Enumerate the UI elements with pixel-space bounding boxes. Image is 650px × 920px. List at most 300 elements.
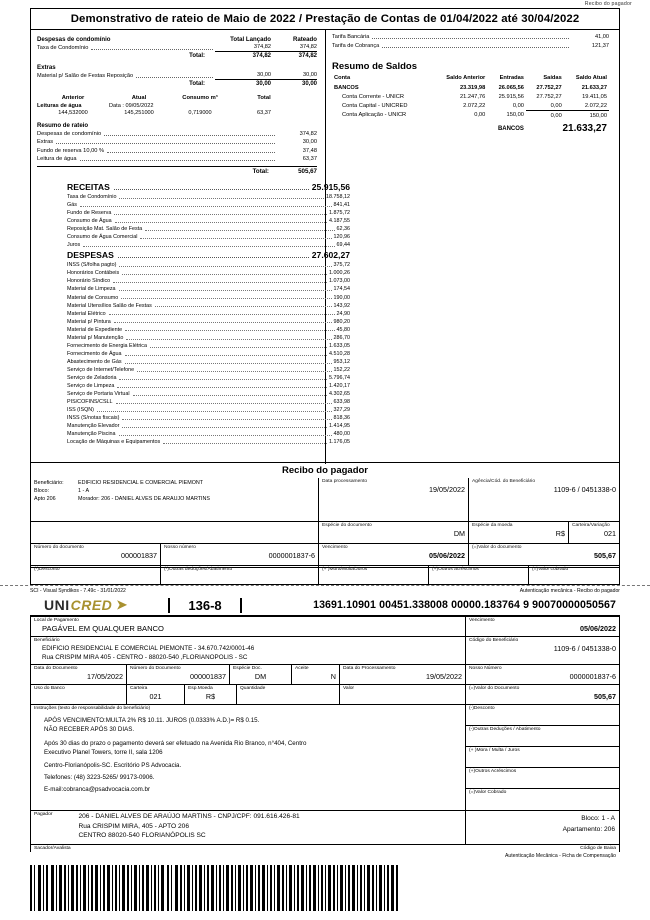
outros-acrescimos-cell: [429, 566, 529, 584]
col-rateado: Rateado: [292, 36, 317, 43]
col-total-lancado: Total Lançado: [230, 36, 271, 43]
cell-saldo-atual: 21.633,27: [581, 84, 607, 91]
resumo-rateio-header: Resumo de rateio: [37, 122, 89, 129]
saldos-final-label: BANCOS: [497, 125, 524, 132]
item-label: INSS (S/folha pagto): [67, 262, 117, 269]
local-pagamento-label: Local de Pagamento: [34, 618, 79, 623]
boleto-mora-cell: [466, 747, 619, 768]
instrucoes-label: Instruções (texto de responsabilidade do beneficiário): [34, 706, 151, 711]
cell-saldo-atual: 150,00: [564, 111, 609, 121]
boleto-row-uso-banco: [31, 685, 619, 705]
list-item: [67, 342, 350, 350]
item-label: Serviço de Internet/Telefone: [67, 366, 135, 373]
item-value: 41,00: [595, 34, 609, 40]
col-atual: Atual: [131, 95, 147, 101]
codigo-baixa-label: Código de Baixa: [580, 846, 616, 852]
cell-saidas: 27.752,27: [536, 84, 562, 91]
boleto-row-beneficiario: [31, 637, 619, 665]
resumo-saldos-table: [332, 75, 609, 136]
nosso-numero-label: Nosso número: [164, 545, 196, 550]
dot-leader: [126, 339, 331, 340]
list-item: [332, 33, 609, 42]
item-label: Extras: [37, 139, 54, 146]
outros-acrescimos-label: (+)Outros acréscimos: [432, 567, 479, 572]
bloco-value: 1 - A: [78, 488, 90, 494]
instrucao-line: Executivo Planel Towers, torre II, sala 1206: [44, 749, 163, 757]
dot-leader: [155, 306, 332, 307]
dot-leader: [372, 38, 569, 39]
item-value: 953,12: [333, 358, 350, 365]
dot-leader: [114, 214, 327, 215]
dot-leader: [150, 347, 327, 348]
boleto-outras-deducoes-cell: [466, 726, 619, 747]
codigo-beneficiario-cell: [466, 637, 619, 665]
item-label: Material de Limpeza: [67, 286, 116, 293]
item-value: 286,70: [333, 334, 350, 341]
bloco-row: [34, 487, 315, 495]
uso-banco-cell: [31, 685, 127, 705]
valor-cobrado-label: (=)Valor Cobrado: [469, 790, 507, 795]
extras-header: Extras: [37, 64, 56, 71]
dot-leader: [116, 403, 332, 404]
list-item: [67, 438, 350, 446]
local-pagamento-cell: [31, 617, 466, 637]
list-item: [67, 217, 350, 225]
item-value: 1.633,05: [329, 342, 350, 349]
list-item: [67, 430, 350, 438]
beneficiario-name-row: [34, 479, 315, 487]
dot-leader: [119, 266, 331, 267]
pagador-label: Pagador: [34, 812, 53, 817]
dot-leader: [80, 160, 275, 161]
mora-multa-juros-cell: [319, 566, 429, 584]
vencimento-cell: [319, 544, 469, 566]
table-header-row: [332, 75, 609, 83]
dot-leader: [56, 143, 275, 144]
total-rateado-value: 374,82: [298, 53, 317, 59]
item-total-lancado: 374,82: [215, 43, 271, 52]
list-item: [67, 334, 350, 342]
especie-doc-cell: [230, 665, 292, 685]
logo-cred-text: CRED: [70, 597, 113, 613]
dot-leader: [115, 222, 327, 223]
item-label: Serviço de Limpeza: [67, 383, 115, 390]
list-item: [67, 390, 350, 398]
agencia-codigo-value: 1109-6 / 0451338-0: [553, 485, 616, 494]
nosso-numero-value: 0000001837-6: [268, 551, 315, 560]
sacador-avalista-label: Sacador/Avalista: [34, 846, 71, 852]
valor-label: Valor: [343, 686, 355, 691]
item-label: Honorários Contábeis: [67, 270, 120, 277]
dot-leader: [122, 274, 327, 275]
item-label: Taxa de Condomínio: [67, 194, 117, 200]
boleto-sacador-row: [31, 845, 619, 852]
instrucao-line: NÃO RECEBER APÓS 30 DIAS.: [44, 726, 135, 734]
water-total: 63,37: [257, 110, 271, 116]
outras-deducoes-cell: [161, 566, 319, 584]
despesas-condominio-title: Despesas de condomínio: [37, 36, 111, 43]
cut-line-divider: [0, 585, 650, 586]
item-value: 1.414,95: [329, 423, 350, 430]
data-documento-value: 17/05/2022: [87, 672, 123, 681]
item-label: PIS/COFINS/CSLL: [67, 399, 113, 406]
water-reading-header: [37, 95, 317, 101]
boleto-row-local-pagamento: [31, 617, 619, 637]
cell-saldo-atual: 19.411,05: [582, 93, 607, 100]
list-item: [67, 201, 350, 209]
desconto-label: (-)Desconto: [34, 567, 60, 572]
item-value: 63,37: [302, 156, 317, 163]
dot-leader: [145, 230, 334, 231]
col-saidas: Saídas: [543, 75, 562, 81]
agencia-codigo-label: Agência/Cód. do Beneficiário: [472, 479, 536, 484]
mora-multa-juros-label: (+ )Mora/Multa/Juros: [322, 567, 368, 572]
valor-documento-label: (=)Valor do Documento: [469, 686, 520, 691]
col-saldo-anterior: Saldo Anterior: [446, 75, 486, 81]
beneficiario-label: Beneficiário: [34, 638, 60, 643]
pagador-address: [78, 812, 299, 841]
especie-moeda-label: Esp.Moeda: [188, 686, 213, 691]
dot-leader: [140, 238, 331, 239]
total-label: Total:: [189, 53, 205, 59]
item-value: 5.796,74: [329, 374, 350, 381]
barcode-image: [30, 865, 400, 911]
apto-row: [34, 495, 315, 503]
valor-cell: [340, 685, 466, 705]
item-value: 143,92: [333, 302, 350, 309]
list-item: [67, 193, 350, 201]
item-label: Leitura de água: [37, 156, 77, 163]
especie-moeda-label: Espécie da moeda: [472, 523, 513, 528]
dot-leader: [107, 152, 275, 153]
item-label: Manutenção Elevador: [67, 423, 120, 430]
valor-documento-value: 505,67: [594, 551, 616, 560]
item-label: Material de Consumo: [67, 294, 119, 301]
instrucoes-cell: [31, 705, 466, 811]
water-anterior: 144,532000: [58, 110, 88, 116]
numero-documento-value: 000001837: [190, 672, 226, 681]
vencimento-label: Vencimento: [469, 618, 495, 623]
receitas-despesas-block: [67, 181, 350, 446]
item-value: 4.302,65: [329, 391, 350, 398]
valor-documento-cell: [469, 544, 619, 566]
pagador-cell: [31, 811, 466, 844]
item-label: Material p/ Manutenção: [67, 334, 124, 341]
item-value: 327,29: [333, 407, 350, 414]
dot-leader: [121, 298, 331, 299]
item-value: 1.875,72: [329, 210, 350, 217]
vencimento-value: 05/06/2022: [429, 551, 465, 560]
list-item: [67, 406, 350, 414]
item-value: 152,22: [333, 366, 350, 373]
dot-leader: [133, 395, 327, 396]
list-item: [67, 285, 350, 293]
outras-deducoes-label: (-)Outras deduções/Abatimento: [164, 567, 233, 572]
cell-saidas: 0,00: [550, 102, 562, 109]
item-label: Material Utensílios Salão de Festas: [67, 302, 152, 309]
item-label: Consumo de Água Comercial: [67, 234, 138, 241]
item-label: Abastecimento de Gás: [67, 358, 122, 365]
col-anterior: Anterior: [61, 95, 85, 101]
item-rateado: 30,00: [271, 71, 317, 80]
dot-leader: [83, 246, 334, 247]
item-label: ISS (ISQN): [67, 407, 94, 414]
agencia-codigo-cell: [469, 478, 619, 522]
especie-moeda-value: R$: [555, 529, 565, 538]
software-version-text: SCI - Visual Syndikos - 7.49c - 31/01/2022: [30, 588, 126, 594]
despesas-header-row: [67, 249, 350, 261]
especie-documento-cell: [319, 522, 469, 544]
dot-leader: [122, 427, 327, 428]
item-value: 4.187,55: [329, 218, 350, 225]
instrucao-line: APÓS VENCIMENTO:MULTA 2% R$ 10.11. JUROS (0.0333% A.D.)= R$ 0.15.: [44, 717, 260, 724]
water-consumo: 0,719000: [188, 110, 212, 116]
bloco-label: Bloco:: [34, 488, 49, 494]
table-row: [37, 44, 317, 52]
list-item: [67, 302, 350, 310]
numero-documento-label: Número do Documento: [130, 666, 181, 671]
dot-leader: [114, 189, 309, 190]
item-value: 1.420,17: [329, 383, 350, 390]
valor-documento-label: (=)Valor do documento: [472, 545, 522, 550]
resumo-rateio-list: [37, 130, 317, 164]
instrucao-line: Centro-Florianópolis-SC. Escritório PS Advocacia.: [44, 761, 182, 769]
item-value: 375,72: [333, 262, 350, 269]
codigo-beneficiario-value: 1109-6 / 0451338-0: [553, 644, 616, 653]
cell-saidas: 0,00: [526, 111, 564, 121]
list-item: [67, 398, 350, 406]
dot-leader: [119, 435, 332, 436]
list-item: [37, 155, 317, 163]
carteira-variacao-value: 021: [604, 529, 616, 538]
demonstrativo-title: Demonstrativo de rateio de Maio de 2022 / Prestação de Contas de 01/04/2022 até 30/04/2022: [31, 9, 619, 30]
vencimento-label: Vencimento: [322, 545, 348, 550]
desconto-label: (-)Desconto: [469, 706, 495, 711]
carteira-label: Carteira: [130, 686, 148, 691]
cell-saldo-anterior: 21.247,76: [459, 93, 486, 100]
item-label: Tarifa Bancária: [332, 34, 370, 40]
dot-leader: [114, 322, 332, 323]
quantidade-cell: [237, 685, 340, 705]
data-processamento-label: Data do Processamento: [343, 666, 396, 671]
cell-conta: BANCOS: [334, 84, 359, 91]
item-value: 1.000,26: [329, 270, 350, 277]
item-value: 480,00: [333, 431, 350, 438]
item-label: Fundo de reserva 10,00 %: [37, 147, 105, 154]
water-atual: 145,251000: [124, 110, 154, 116]
list-item: [37, 138, 317, 146]
carteira-value: 021: [149, 692, 162, 701]
boleto-ficha-compensacao: [30, 597, 620, 916]
autenticacao-mecanica-text: Autenticação Mecânica - Ficha de Compensação: [505, 853, 616, 860]
boleto-valor-cobrado-cell: [466, 789, 619, 810]
item-value: 30,00: [302, 139, 317, 146]
col-total: Total: [257, 95, 271, 101]
dot-leader: [125, 363, 332, 364]
beneficiario-cell: [31, 478, 319, 522]
carteira-variacao-cell: [569, 522, 619, 544]
aceite-label: Aceite: [295, 666, 309, 671]
item-label: Taxa de Condomínio: [37, 45, 89, 51]
table-row: [37, 72, 317, 80]
especie-documento-value: DM: [453, 529, 465, 538]
carteira-variacao-label: Carteira/Variação: [572, 523, 610, 528]
instrucao-line: Telefones: (48) 3223-5265/ 99173-0906.: [44, 774, 155, 782]
numero-documento-cell: [31, 544, 161, 566]
local-pagamento-value: PAGÁVEL EM QUALQUER BANCO: [42, 624, 164, 633]
especie-doc-label: Espécie Doc.: [233, 666, 262, 671]
water-reading-date: Data : 09/05/2022: [109, 103, 154, 109]
outros-acrescimos-label: (+)Outros Acréscimos: [469, 769, 517, 774]
apto-label: Apto 206: [34, 496, 56, 502]
barcode-container: [30, 859, 620, 916]
valor-documento-cell: [466, 685, 619, 705]
data-documento-cell: [31, 665, 127, 685]
aceite-cell: [292, 665, 340, 685]
item-value: 818,36: [333, 415, 350, 422]
data-documento-label: Data do Documento: [34, 666, 78, 671]
pagador-unit-info: [466, 811, 619, 844]
cell-saidas: 27.752,27: [536, 93, 562, 100]
cell-conta: Conta Capital - UNICRED: [342, 102, 408, 109]
dot-leader: [382, 47, 569, 48]
cell-saldo-anterior: 23.319,98: [459, 84, 486, 91]
dot-leader: [137, 371, 331, 372]
despesas-condominio-header: [37, 36, 317, 43]
cell-entradas: 25.915,56: [498, 93, 524, 100]
nosso-numero-cell: [161, 544, 319, 566]
item-label: Material p/ Salão de Festas Reposição: [37, 73, 134, 79]
item-label: Fornecimento de Energia Elétrica: [67, 342, 148, 349]
valor-documento-value: 505,67: [594, 692, 616, 701]
despesas-label: DESPESAS: [67, 250, 114, 261]
data-processamento-cell: [340, 665, 466, 685]
list-item: [67, 277, 350, 285]
item-rateado: 374,82: [271, 43, 317, 52]
resumo-saldos-title: Resumo de Saldos: [332, 61, 417, 72]
instrucoes-text: [34, 712, 462, 795]
especie-moeda-value: R$: [205, 692, 216, 701]
total-rateado-value: 30,00: [301, 81, 317, 87]
item-total-lancado: 30,00: [215, 71, 271, 80]
dot-leader: [163, 443, 327, 444]
item-label: Manutenção Piscina: [67, 431, 116, 438]
unicred-logo: [30, 597, 168, 613]
list-item: [67, 269, 350, 277]
resumo-rateio-total: [37, 166, 317, 175]
beneficiario-value: EDIFICIO RESIDENCIAL E COMERCIAL PIEMONT: [78, 480, 204, 486]
boleto-outros-acrescimos-cell: [466, 768, 619, 789]
item-value: 37,48: [302, 147, 317, 154]
water-reading-values: [37, 110, 317, 116]
especie-moeda-cell: [185, 685, 237, 705]
col-entradas: Entradas: [499, 75, 524, 81]
item-value: 45,80: [336, 326, 350, 333]
list-item: [67, 326, 350, 334]
item-label: Juros: [67, 242, 81, 249]
total-value: 505,67: [298, 167, 317, 175]
list-item: [67, 318, 350, 326]
dot-leader: [113, 282, 327, 283]
item-value: 1.176,05: [329, 439, 350, 446]
numero-documento-cell: [127, 665, 230, 685]
item-value: 4.510,28: [329, 350, 350, 357]
col-consumo: Consumo m³: [182, 95, 218, 101]
recibo-footer: [30, 585, 620, 594]
list-item: [67, 241, 350, 249]
item-label: Tarifa de Cobrança: [332, 43, 380, 49]
boleto-vencimento-cell: [466, 617, 619, 637]
item-value: 69,44: [336, 242, 350, 249]
instrucoes-side-cells: [466, 705, 619, 811]
total-lancado-value: 374,82: [252, 53, 271, 59]
especie-doc-value: DM: [254, 672, 267, 681]
aceite-value: N: [330, 672, 336, 681]
water-row-label: Leituras de água: [37, 103, 82, 109]
item-label: Serviço de Portaria Virtual: [67, 391, 130, 398]
item-label: Gás: [67, 202, 77, 209]
dot-leader: [91, 49, 213, 50]
list-item: [67, 414, 350, 422]
list-item: [67, 261, 350, 269]
list-item: [67, 233, 350, 241]
item-label: Material Elétrico: [67, 310, 106, 317]
cell-conta: Conta Corrente - UNICR: [342, 93, 404, 100]
recibo-title: Recibo do pagador: [30, 462, 620, 478]
extras-total-row: [37, 81, 317, 87]
dot-leader: [97, 411, 332, 412]
boleto-pagador-row: [31, 811, 619, 845]
list-item: [67, 358, 350, 366]
spacer-cell: [31, 522, 319, 544]
especie-moeda-cell: [469, 522, 569, 544]
item-label: Fornecimento de Água: [67, 350, 122, 357]
dot-leader: [119, 290, 332, 291]
item-value: 24,90: [336, 310, 350, 317]
demonstrativo-right-column: [326, 30, 619, 464]
nosso-numero-label: Nosso Número: [469, 666, 502, 671]
list-item: [67, 422, 350, 430]
bank-code: 136-8: [168, 598, 242, 613]
pagador-bloco: Bloco: 1 - A: [581, 815, 615, 822]
item-value: 120,96: [333, 234, 350, 241]
dot-leader: [80, 206, 332, 207]
table-total-row: [332, 120, 609, 136]
cell-entradas: 0,00: [512, 102, 524, 109]
logo-uni-text: UNI: [44, 597, 70, 613]
dot-leader: [104, 135, 275, 136]
item-value: 841,41: [333, 202, 350, 209]
item-value: 62,36: [336, 226, 350, 233]
item-value: 190,00: [333, 294, 350, 301]
item-value: 633,98: [333, 399, 350, 406]
beneficiario-label: Beneficiário:: [34, 480, 64, 486]
despesas-condominio-total-row: [37, 53, 317, 59]
item-label: Reposição Mat. Salão de Festa: [67, 226, 143, 233]
receitas-label: RECEITAS: [67, 182, 110, 192]
recibo-row-3: [31, 544, 619, 566]
list-item: [67, 366, 350, 374]
mora-multa-juros-label: (+ )Mora / Multa / Juros: [469, 748, 520, 753]
list-item: [67, 294, 350, 302]
codigo-beneficiario-label: Código do Beneficiário: [469, 638, 519, 643]
data-processamento-cell: [319, 478, 469, 522]
linha-digitavel: 13691.10901 00451.338008 00000.183764 9 90070000050567: [313, 599, 616, 611]
instrucao-line: Após 30 dias do prazo o pagamento deverá ser efetuado na Avenida Rio Branco, n°404, Centro: [44, 739, 307, 747]
item-label: Consumo de Água: [67, 218, 112, 225]
list-item: [37, 130, 317, 138]
nosso-numero-cell: [466, 665, 619, 685]
